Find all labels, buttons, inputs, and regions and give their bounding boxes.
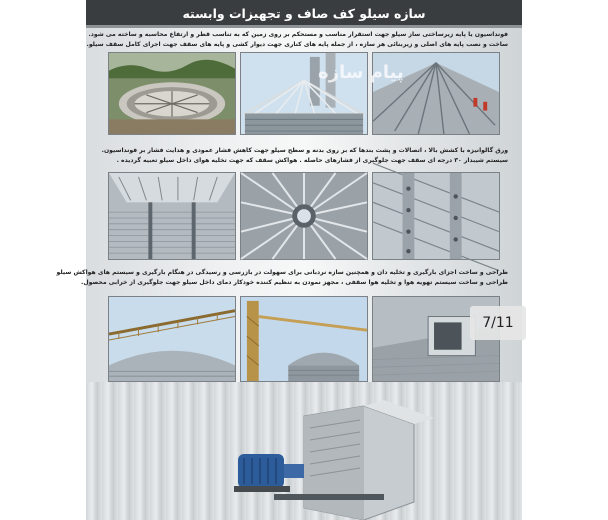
- section-3-text: [56, 268, 508, 288]
- centrifugal-fan-photo: [214, 398, 440, 520]
- conveyor-photo: [108, 296, 236, 382]
- section-3-line-1: طراحی و ساخت اجزای بارگیری و تخلیه دان و همچنین سازه نردبانی برای سهولت در بازرسی و رسیدگی در هنگام بارگیری و سیستم های هواکش سیلو: [56, 269, 508, 276]
- watermark-text: پیام سازه: [318, 62, 404, 83]
- wall-sheets-photo: [108, 172, 236, 260]
- roof-interior-photo: [240, 172, 368, 260]
- foundation-photo: [108, 52, 236, 135]
- section-3-line-2: طراحی و ساخت سیستم تهویه هوا و تخلیه هوا سقفی ، مجهز نمودن به تنظیم کننده خودکار دمای داخل سیلو جهت جلوگیری از خرابی محصول.: [81, 279, 508, 286]
- document-page: [56, 0, 522, 520]
- title-bar: [86, 0, 522, 28]
- page-title: سازه سیلو کف صاف و تجهیزات وابسته: [182, 6, 426, 21]
- section-2-line-2: سیستم شیبدار ۳۰ درجه ای سقف جهت جلوگیری از فشارهای حاصله . هواکش سقف که جهت تخلیه هوای داخل سیلو تعبیه گردیده .: [116, 157, 508, 164]
- section-2-text: [102, 146, 508, 166]
- slide-counter: 7/11: [470, 306, 526, 340]
- bolted-joints-photo: [372, 172, 500, 260]
- section-1-line-2: ساخت و نصب پایه های اصلی و زیربنائی هر سازه ، از جمله پایه های کناری جهت دیوار کشی و پایه های سقف جهت اجرای کامل سقف سیلو.: [86, 41, 508, 48]
- silo-elevator-photo: [240, 296, 368, 382]
- section-1-text: [86, 30, 508, 50]
- section-1-line-1: فونداسیون یا پایه زیرساختی ساز سیلو جهت استقرار مناسب و مستحکم بر روی زمین که به تناسب قطر و ارتفاع محاسبه و ساخته می شود.: [88, 31, 508, 38]
- section-2-line-1: ورق گالوانیزه با کشش بالا ، اتصالات و پشت بندها که بر روی بدنه و سطح سیلو جهت کاهش فشار عمودی و هدایت فشار بر فونداسیون.: [101, 147, 508, 154]
